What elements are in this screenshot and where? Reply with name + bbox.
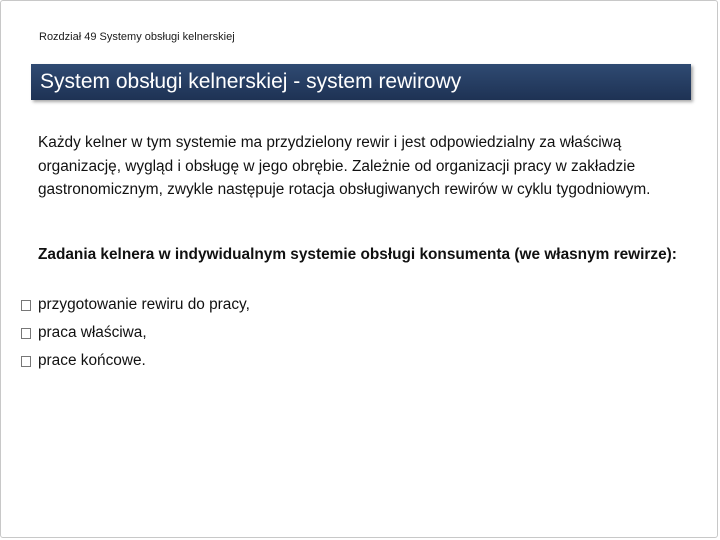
list-item <box>21 347 621 375</box>
list-item-text: prace końcowe. <box>38 352 146 369</box>
task-list <box>21 291 621 375</box>
body-paragraph: Każdy kelner w tym systemie ma przydzielony rewir i jest odpowiedzialny za właściwą organizację, wygląd i obsługę w jego obrębie. Zależnie od organizacji pracy w zakładzie gastronomicznym, zwykle następuje rotacja obsługiwanych rewirów w cyklu tygodniowym. <box>38 134 651 198</box>
list-item <box>21 319 621 347</box>
list-item-text: przygotowanie rewiru do pracy, <box>38 296 250 313</box>
chapter-label: Rozdział 49 Systemy obsługi kelnerskiej <box>39 31 235 43</box>
checkbox-bullet-icon <box>21 356 31 367</box>
slide-title: System obsługi kelnerskiej - system rewirowy <box>40 70 462 93</box>
list-item-text: praca właściwa, <box>38 324 147 341</box>
checkbox-bullet-icon <box>21 328 31 339</box>
tasks-heading: Zadania kelnera w indywidualnym systemie obsługi konsumenta (we własnym rewirze): <box>38 246 677 263</box>
list-item <box>21 291 621 319</box>
checkbox-bullet-icon <box>21 300 31 311</box>
title-bar <box>31 64 691 100</box>
